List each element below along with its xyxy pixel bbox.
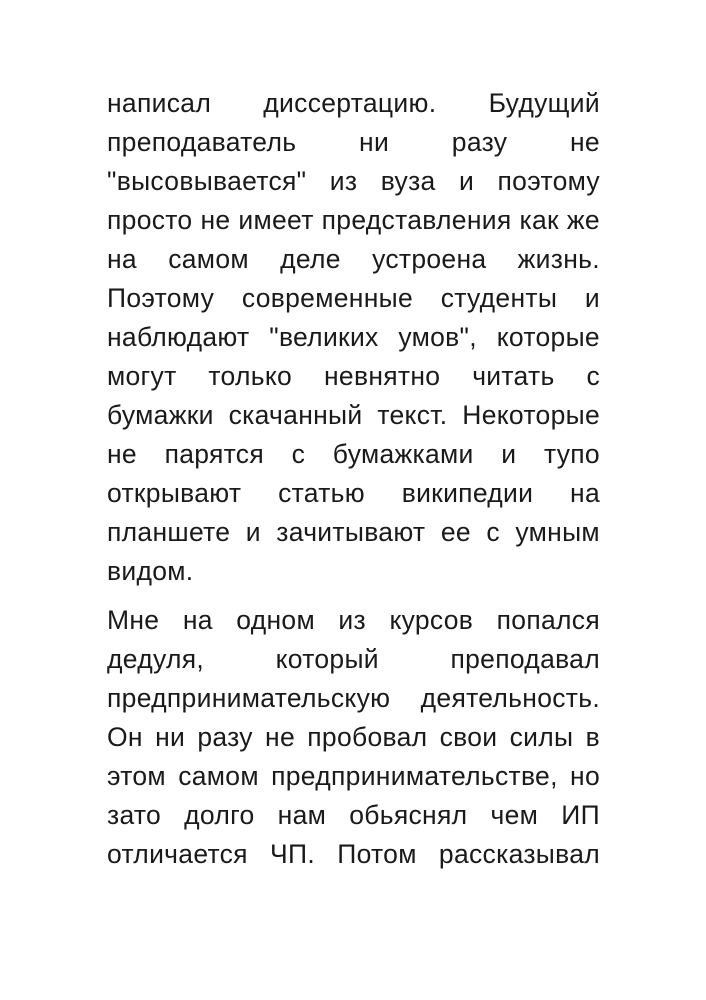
text-line	[107, 84, 600, 123]
word: тупо	[544, 439, 600, 469]
word: преподаватель	[107, 127, 297, 157]
word: "великих	[269, 322, 379, 352]
text-line-words	[107, 279, 600, 318]
text-line-words	[107, 513, 600, 552]
word: умов",	[398, 322, 477, 352]
word: текст.	[377, 400, 448, 430]
word: читать	[472, 361, 555, 391]
word: не	[200, 205, 231, 235]
word: нам	[277, 800, 327, 830]
word: преподавал	[450, 644, 600, 674]
word: самом	[178, 761, 259, 791]
text-line-words	[107, 796, 600, 835]
word: деятельность.	[420, 683, 600, 713]
word: на	[182, 605, 213, 635]
word: деле	[280, 244, 341, 274]
word: отличается	[107, 839, 248, 869]
text-line	[107, 240, 600, 279]
word: разу	[197, 722, 253, 752]
word: бумажками	[332, 439, 474, 469]
word: не	[265, 722, 296, 752]
word: "высовывается"	[107, 166, 307, 196]
word: ее	[440, 517, 471, 547]
word: умным	[515, 517, 600, 547]
word: обьяснял	[349, 800, 468, 830]
word: который	[275, 644, 379, 674]
word: не	[107, 439, 137, 469]
text-line	[107, 162, 600, 201]
paragraph-2	[107, 601, 600, 874]
text-line	[107, 757, 600, 796]
word: силы	[509, 722, 574, 752]
word: ни	[155, 722, 186, 752]
word: как	[519, 205, 559, 235]
text-line-words	[107, 240, 600, 279]
word: Мне	[107, 605, 160, 635]
word: на	[570, 478, 600, 508]
word: и	[245, 517, 261, 547]
text-line	[107, 357, 600, 396]
word: бумажки	[107, 400, 214, 430]
word: наблюдают	[107, 322, 250, 352]
word: из	[338, 605, 366, 635]
text-line-words	[107, 679, 600, 718]
word: скачанный	[228, 400, 363, 430]
text-line-words	[107, 640, 600, 679]
word: устроена	[372, 244, 487, 274]
text-line	[107, 601, 600, 640]
word: не	[569, 127, 600, 157]
text-line	[107, 718, 600, 757]
text-line-words	[107, 357, 600, 396]
word: и	[459, 166, 475, 196]
word: ИП	[561, 800, 600, 830]
text-line-words	[107, 435, 600, 474]
word: Поэтому	[107, 283, 215, 313]
text-line-words	[107, 757, 600, 796]
word: открывают	[107, 478, 242, 508]
text-line-words	[107, 835, 600, 874]
text-line-words	[107, 162, 600, 201]
word: с	[291, 439, 306, 469]
word: написал	[107, 88, 212, 118]
word: просто	[107, 205, 193, 235]
word: чем	[490, 800, 539, 830]
word: на	[107, 244, 137, 274]
text-line-words	[107, 718, 600, 757]
word: поэтому	[497, 166, 600, 196]
word: из	[329, 166, 358, 196]
word: ни	[359, 127, 390, 157]
word: но	[570, 761, 600, 791]
word: представления	[321, 205, 512, 235]
text-line	[107, 513, 600, 552]
word: жизнь.	[517, 244, 600, 274]
word: свои	[439, 722, 498, 752]
text-line-words	[107, 552, 600, 591]
text-line-words	[107, 201, 600, 240]
text-line-words	[107, 318, 600, 357]
word: парятся	[164, 439, 265, 469]
word: с	[586, 361, 600, 391]
text-line	[107, 123, 600, 162]
text-line	[107, 552, 600, 591]
word: рассказывал	[438, 839, 600, 869]
word: разу	[451, 127, 508, 157]
word: зачитывают	[276, 517, 426, 547]
word: и	[584, 283, 600, 313]
text-line	[107, 679, 600, 718]
word: диссертацию.	[263, 88, 437, 118]
text-line	[107, 474, 600, 513]
text-line	[107, 796, 600, 835]
word: которые	[496, 322, 600, 352]
word: студенты	[440, 283, 558, 313]
text-line	[107, 318, 600, 357]
text-line	[107, 396, 600, 435]
word: современные	[241, 283, 414, 313]
word: попался	[496, 605, 600, 635]
word: же	[566, 205, 600, 235]
text-line-words	[107, 474, 600, 513]
word: этом	[107, 761, 166, 791]
text-line	[107, 435, 600, 474]
word: могут	[107, 361, 177, 391]
text-line	[107, 640, 600, 679]
word: самом	[168, 244, 249, 274]
word: невнятно	[323, 361, 441, 391]
text-line	[107, 201, 600, 240]
word: вуза	[380, 166, 436, 196]
word: википедии	[401, 478, 534, 508]
word: статью	[278, 478, 365, 508]
word: Потом	[337, 839, 417, 869]
word: Некоторые	[462, 400, 600, 430]
word: пробовал	[307, 722, 428, 752]
word: видом.	[107, 556, 194, 586]
word: зато	[107, 800, 162, 830]
text-line-words	[107, 601, 600, 640]
text-line-words	[107, 123, 600, 162]
word: планшете	[107, 517, 231, 547]
word: курсов	[389, 605, 474, 635]
word: Он	[107, 722, 143, 752]
text-line-words	[107, 84, 600, 123]
word: только	[208, 361, 293, 391]
text-line-words	[107, 396, 600, 435]
word: в	[585, 722, 600, 752]
word: дедуля,	[107, 644, 205, 674]
word: долго	[184, 800, 255, 830]
paragraph-1	[107, 84, 600, 591]
word: Будущий	[488, 88, 600, 118]
word: имеет	[238, 205, 314, 235]
word: ЧП.	[270, 839, 316, 869]
text-line	[107, 279, 600, 318]
word: одном	[236, 605, 315, 635]
word: предпринимательстве,	[271, 761, 558, 791]
word: предпринимательскую	[107, 683, 391, 713]
word: с	[486, 517, 500, 547]
text-line	[107, 835, 600, 874]
document-page	[107, 84, 600, 874]
word: и	[501, 439, 517, 469]
